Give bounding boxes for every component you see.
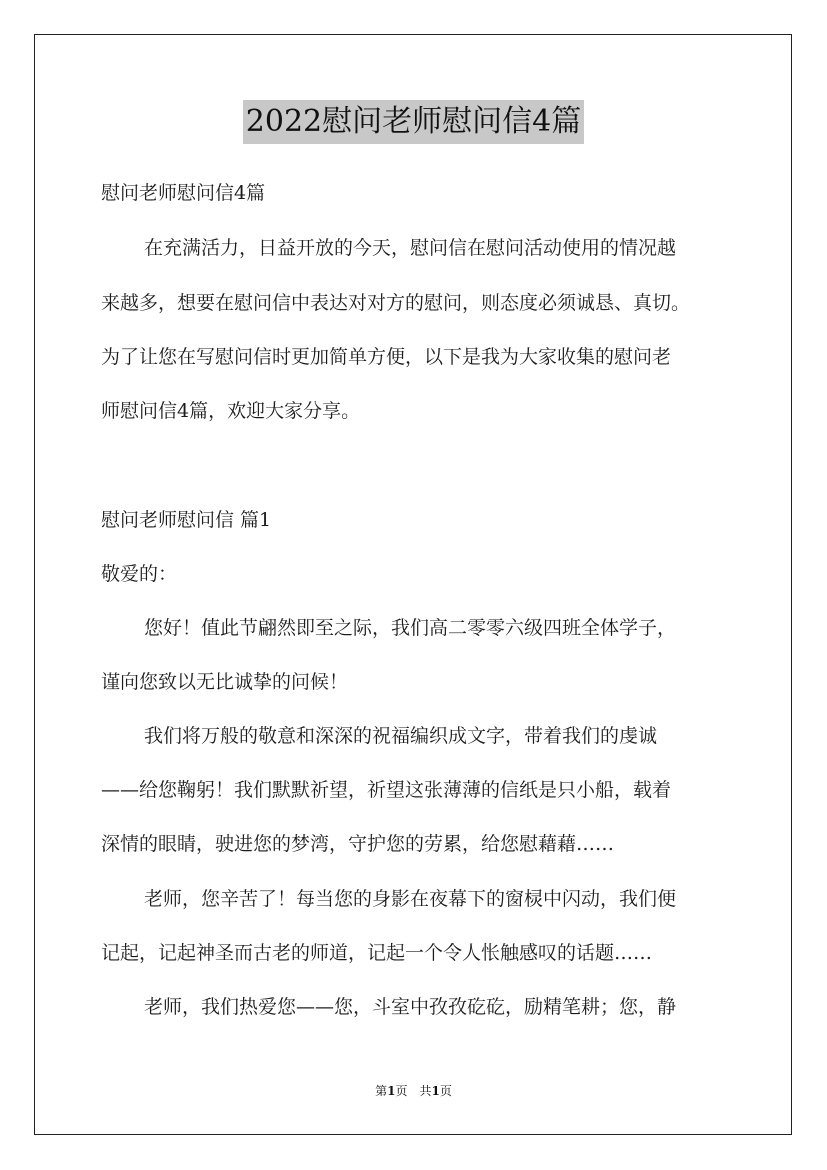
body-line-2: 谨向您致以无比诚挚的问候！ xyxy=(101,671,349,693)
body-line-6: 老师，您辛苦了！每当您的身影在夜幕下的窗棂中闪动，我们便 xyxy=(144,888,677,910)
section-heading: 慰问老师慰问信 篇1 xyxy=(101,509,272,531)
body-line-1: 您好！值此节翩然即至之际，我们高二零零六级四班全体学子， xyxy=(144,617,677,639)
intro-line-1: 在充满活力，日益开放的今天，慰问信在慰问活动使用的情况越 xyxy=(144,237,677,259)
intro-line-4: 师慰问信4篇，欢迎大家分享。 xyxy=(101,400,361,422)
body-line-5: 深情的眼睛，驶进您的梦湾，守护您的劳累，给您慰藉藉…… xyxy=(101,833,615,855)
footer-page-mid: 页 共 xyxy=(395,1084,432,1098)
body-line-3: 我们将万般的敬意和深深的祝福编织成文字，带着我们的虔诚 xyxy=(144,725,658,747)
document-title: 2022慰问老师慰问信4篇 xyxy=(243,100,584,144)
intro-line-2: 来越多，想要在慰问信中表达对对方的慰问，则态度必须诚恳、真切。 xyxy=(101,292,691,314)
intro-line-3: 为了让您在写慰问信时更加简单方便，以下是我为大家收集的慰问老 xyxy=(101,346,672,368)
footer-page-total: 1 xyxy=(431,1084,440,1098)
page-footer xyxy=(0,1083,827,1099)
salutation: 敬爱的： xyxy=(101,563,178,585)
document-subtitle: 慰问老师慰问信4篇 xyxy=(101,182,266,204)
footer-page-current: 1 xyxy=(387,1084,396,1098)
body-line-7: 记起，记起神圣而古老的师道，记起一个令人怅触感叹的话题…… xyxy=(101,942,653,964)
body-line-4: ——给您鞠躬！我们默默祈望，祈望这张薄薄的信纸是只小船，载着 xyxy=(101,779,672,801)
footer-page-suffix: 页 xyxy=(439,1084,452,1098)
footer-page-prefix: 第 xyxy=(375,1084,388,1098)
title-container xyxy=(0,100,827,144)
body-line-8: 老师，我们热爱您——您，斗室中孜孜矻矻，励精笔耕；您，静 xyxy=(144,996,677,1018)
